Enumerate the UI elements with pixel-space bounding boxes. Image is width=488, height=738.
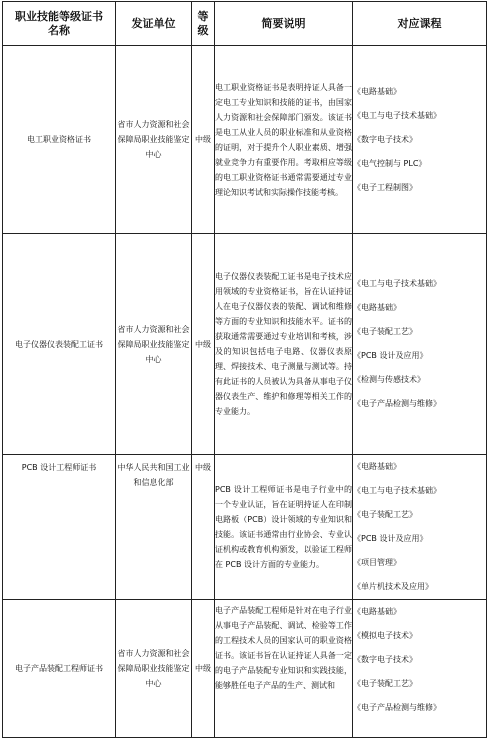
level: 中级 [192, 46, 215, 234]
description: PCB 设计工程师证书是电子行业中的一个专业认证，旨在证明持证人在印制电路板（PCB）设计领域的专业知识和技能。该证书通常由行业协会、专业认证机构或教育机构颁发，以验证工程师在 PCB 设计方面的专业能力。 [215, 455, 353, 600]
course-item: 《电子装配工艺》 [353, 679, 417, 688]
header-row [3, 2, 487, 46]
course-item: 《电子产品检测与维修》 [353, 703, 441, 712]
cert-name: 电子仪器仪表装配工证书 [3, 234, 116, 455]
table-row [3, 234, 487, 455]
level: 中级 [192, 455, 215, 600]
course-list [353, 46, 487, 234]
course-list [353, 600, 487, 738]
course-item: 《电工与电子技术基础》 [353, 486, 441, 495]
course-item: 《PCB 设计及应用》 [353, 534, 428, 543]
table-row [3, 46, 487, 234]
course-item: 《电路基础》 [353, 303, 401, 312]
course-item: 《项目管理》 [353, 558, 401, 567]
cert-name: 电工职业资格证书 [3, 46, 116, 234]
course-item: 《PCB 设计及应用》 [353, 351, 428, 360]
header-name-line1: 职业技能等级证书 [15, 9, 103, 23]
issuer: 省市人力资源和社会保障局职业技能鉴定中心 [116, 234, 192, 455]
header-desc: 简要说明 [215, 2, 353, 46]
course-item: 《数字电子技术》 [353, 134, 417, 144]
course-item: 《模拟电子技术》 [353, 631, 417, 640]
header-level [192, 2, 215, 46]
table-row [3, 600, 487, 738]
course-item: 《检测与传感技术》 [353, 375, 425, 384]
header-name-line2: 名称 [48, 23, 70, 37]
description-text: 电子产品装配工程师是针对在电子行业从事电子产品装配、调试、检验等工作的工程技术人员的国家认可的职业资格证书。该证书旨在认证持证人具备一定的电子产品装配专业知识和实践技能，能够胜任电子产品的生产、测试和 [215, 605, 352, 690]
course-item: 《电工与电子技术基础》 [353, 110, 441, 120]
issuer: 省市人力资源和社会保障局职业技能鉴定中心 [116, 46, 192, 234]
course-item: 《电子工程制图》 [353, 182, 417, 192]
header-unit: 发证单位 [116, 2, 192, 46]
issuer: 中华人民共和国工业和信息化部 [116, 455, 192, 600]
table-row [3, 455, 487, 600]
description: 电子仪器仪表装配工证书是电子技术应用领域的专业资格证书，旨在认证持证人在电子仪器仪表的装配、调试和维修等方面的专业知识和技能水平。证书的获取通常需要通过专业培训和考核，涉及的知识包括电子电路、仪器仪表原理、焊接技术、电子测量与测试等。持有此证书的人员被认为具备从事电子仪器仪表生产、维护和修理等相关工作的专业能力。 [215, 234, 353, 455]
cert-name: PCB 设计工程师证书 [3, 455, 116, 600]
course-item: 《数字电子技术》 [353, 655, 417, 664]
issuer: 省市人力资源和社会保障局职业技能鉴定中心 [116, 600, 192, 738]
certificate-table [2, 1, 487, 738]
course-item: 《单片机技术及应用》 [353, 582, 433, 591]
course-item: 《电气控制与 PLC》 [353, 158, 427, 168]
header-name [3, 2, 116, 46]
course-item: 《电子装配工艺》 [353, 510, 417, 519]
level: 中级 [192, 234, 215, 455]
course-item: 《电路基础》 [353, 86, 401, 96]
description: 电工职业资格证书是表明持证人具备一定电工专业知识和技能的证书，由国家人力资源和社会保障部门颁发。该证书是电工从业人员的职业标准和从业资格的证明，对于提升个人职业素质、增强就业竞争力有重要作用。考取相应等级的电工职业资格证书通常需要通过专业理论知识考试和实际操作技能考核。 [215, 46, 353, 234]
course-list [353, 234, 487, 455]
level: 中级 [192, 600, 215, 738]
course-item: 《电子产品检测与维修》 [353, 399, 441, 408]
header-level-line2: 级 [197, 23, 209, 37]
course-item: 《电路基础》 [353, 607, 401, 616]
course-list [353, 455, 487, 600]
course-item: 《电工与电子技术基础》 [353, 279, 441, 288]
header-level-line1: 等 [197, 9, 209, 23]
course-item: 《电路基础》 [353, 462, 401, 471]
header-courses: 对应课程 [353, 2, 487, 46]
description [215, 600, 353, 738]
cert-name: 电子产品装配工程师证书 [3, 600, 116, 738]
course-item: 《电子装配工艺》 [353, 327, 417, 336]
